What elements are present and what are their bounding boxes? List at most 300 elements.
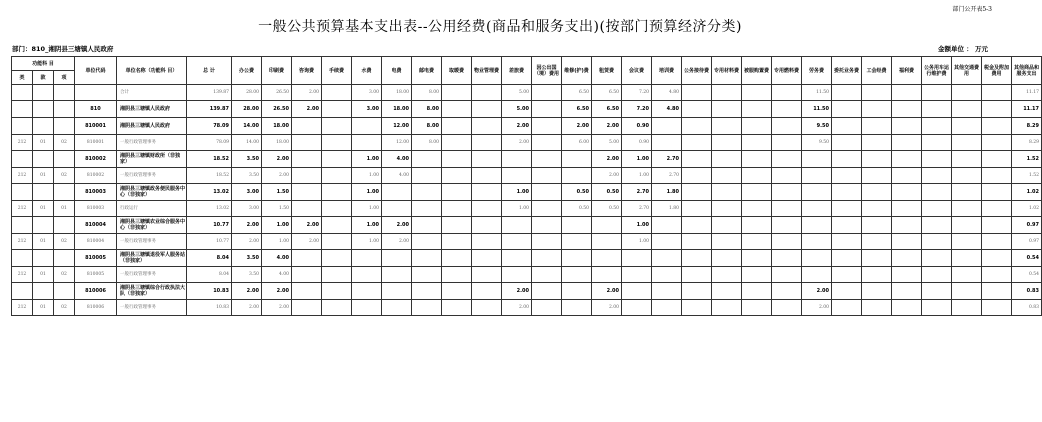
cell-unit-code [75,85,117,101]
cell-value [862,300,892,316]
cell-value [952,151,982,168]
cell-value [952,184,982,201]
cell-value [832,283,862,300]
cell-value: 0.83 [1012,300,1042,316]
header-col: 取暖费 [442,57,472,85]
cell-value: 8.29 [1012,135,1042,151]
cell-value [952,267,982,283]
cell-value [952,283,982,300]
cell-value [322,267,352,283]
cell-value [922,217,952,234]
cell-value [472,118,502,135]
header-unit-name: 单位名称（功能科 目） [117,57,187,85]
cell-value [982,300,1012,316]
cell-unit-code: 810003 [75,184,117,201]
cell-lei [12,85,33,101]
cell-unit-code: 810003 [75,201,117,217]
cell-value [592,234,622,250]
cell-value [712,135,742,151]
detail-row [12,168,1042,184]
cell-value [682,201,712,217]
cell-value [982,101,1012,118]
cell-value: 0.50 [592,184,622,201]
cell-value: 2.00 [592,300,622,316]
cell-unit-name: 湘阴县三塘镇人民政府 [117,101,187,118]
cell-value: 2.00 [502,283,532,300]
cell-value [532,267,562,283]
cell-value [442,283,472,300]
cell-value [682,250,712,267]
cell-unit-name: 湘阴县三塘镇退役军人服务站（非独家） [117,250,187,267]
cell-lei: 212 [12,135,33,151]
cell-value [352,283,382,300]
cell-value [502,234,532,250]
cell-value [982,85,1012,101]
cell-value [712,168,742,184]
cell-value [922,168,952,184]
table-body [12,85,1042,316]
cell-value [802,201,832,217]
cell-value [682,283,712,300]
cell-value [472,250,502,267]
cell-value: 2.00 [562,118,592,135]
cell-value [442,118,472,135]
cell-value [832,118,862,135]
cell-value: 6.50 [562,101,592,118]
cell-value [682,300,712,316]
header-lei: 类 [12,71,33,85]
cell-value: 2.00 [262,300,292,316]
cell-value [922,85,952,101]
cell-value [562,168,592,184]
cell-value [892,201,922,217]
cell-value [562,217,592,234]
cell-value [712,184,742,201]
cell-value: 139.87 [187,101,232,118]
cell-value [682,234,712,250]
cell-value [892,283,922,300]
cell-value [622,283,652,300]
cell-value: 2.00 [232,283,262,300]
cell-value [742,151,772,168]
cell-unit-code: 810001 [75,135,117,151]
cell-value [472,85,502,101]
cell-value: 2.00 [382,234,412,250]
cell-value: 1.80 [652,184,682,201]
header-col: 总 计 [187,57,232,85]
cell-value: 13.02 [187,184,232,201]
unit-row [12,283,1042,300]
cell-value: 7.20 [622,101,652,118]
cell-value [442,85,472,101]
cell-value: 14.00 [232,118,262,135]
cell-value [442,300,472,316]
cell-value [832,250,862,267]
cell-value [352,250,382,267]
cell-xiang: 02 [54,135,75,151]
cell-value [802,168,832,184]
cell-value [322,168,352,184]
cell-value [952,217,982,234]
cell-value: 3.50 [232,250,262,267]
cell-value: 2.00 [232,300,262,316]
cell-xiang: 02 [54,168,75,184]
cell-value: 2.70 [652,168,682,184]
cell-value: 1.50 [262,201,292,217]
cell-value: 1.50 [262,184,292,201]
cell-value [532,234,562,250]
unit-row [12,101,1042,118]
cell-value: 6.50 [592,101,622,118]
cell-xiang: 02 [54,234,75,250]
cell-value: 4.80 [652,101,682,118]
cell-xiang [54,151,75,168]
cell-value [862,201,892,217]
cell-value: 2.00 [292,101,322,118]
cell-value: 1.02 [1012,184,1042,201]
cell-value: 2.00 [502,118,532,135]
cell-value [832,135,862,151]
cell-value [832,184,862,201]
cell-value: 5.00 [502,85,532,101]
header-col: 水费 [352,57,382,85]
header-col: 因公出国（境）费用 [532,57,562,85]
cell-unit-name: 湘阴县三塘镇财政所（非独家） [117,151,187,168]
header-xiang: 项 [54,71,75,85]
header-col: 会议费 [622,57,652,85]
cell-unit-name: 湘阴县三塘镇政务便民服务中心（非独家） [117,184,187,201]
department-label: 部门：810_湘阴县三塘镇人民政府 [12,45,114,53]
cell-unit-name: 湘阴县三塘镇人民政府 [117,118,187,135]
cell-value: 1.02 [1012,201,1042,217]
cell-value: 8.04 [187,250,232,267]
cell-value: 1.00 [352,168,382,184]
cell-value: 1.00 [622,217,652,234]
cell-value [862,267,892,283]
cell-value [472,283,502,300]
cell-value [682,168,712,184]
cell-value: 6.00 [562,135,592,151]
unit-row [12,217,1042,234]
table-number: 部门公开表5-3 [952,6,992,13]
cell-value [922,283,952,300]
cell-value [412,184,442,201]
cell-kuan [33,283,54,300]
cell-value: 2.00 [592,283,622,300]
unit-row [12,151,1042,168]
cell-value [892,135,922,151]
cell-value [772,267,802,283]
cell-value [982,184,1012,201]
cell-value [382,184,412,201]
cell-value [712,201,742,217]
cell-value [622,300,652,316]
cell-value [652,217,682,234]
cell-value [382,201,412,217]
cell-xiang [54,85,75,101]
cell-value [772,234,802,250]
cell-value [742,118,772,135]
cell-value [862,250,892,267]
cell-value [742,201,772,217]
cell-value [472,217,502,234]
cell-value: 1.00 [622,168,652,184]
cell-value: 8.29 [1012,118,1042,135]
cell-lei [12,217,33,234]
cell-value [652,135,682,151]
detail-row [12,135,1042,151]
cell-value [862,135,892,151]
cell-value [982,283,1012,300]
cell-value: 4.00 [382,168,412,184]
cell-value [712,267,742,283]
cell-value [742,168,772,184]
cell-value [682,151,712,168]
cell-value: 3.00 [352,101,382,118]
cell-value [292,184,322,201]
cell-value [412,168,442,184]
cell-xiang: 02 [54,300,75,316]
cell-value: 1.80 [652,201,682,217]
cell-value [472,300,502,316]
cell-value [532,217,562,234]
cell-value: 139.87 [187,85,232,101]
cell-value [322,217,352,234]
cell-value [862,283,892,300]
cell-value [862,101,892,118]
cell-value [652,118,682,135]
cell-value [442,201,472,217]
cell-value [712,300,742,316]
cell-value: 5.00 [592,135,622,151]
cell-value [892,151,922,168]
cell-xiang [54,250,75,267]
cell-value [772,201,802,217]
header-col: 手续费 [322,57,352,85]
cell-value [442,135,472,151]
cell-value [322,118,352,135]
cell-value: 18.52 [187,168,232,184]
cell-value [292,267,322,283]
cell-unit-name: 湘阴县三塘镇综合行政执法大队（非独家） [117,283,187,300]
cell-value [892,101,922,118]
cell-value [322,201,352,217]
cell-value [712,101,742,118]
cell-value [532,168,562,184]
cell-value: 26.50 [262,85,292,101]
cell-value: 1.00 [352,234,382,250]
cell-kuan: 01 [33,234,54,250]
cell-unit-code: 810001 [75,118,117,135]
cell-xiang [54,217,75,234]
cell-value [862,118,892,135]
cell-value [442,234,472,250]
cell-value: 18.00 [262,135,292,151]
cell-value [412,234,442,250]
page-title: 一般公共预算基本支出表--公用经费(商品和服务支出)(按部门预算经济分类) [258,19,742,35]
cell-value: 0.90 [622,118,652,135]
cell-value [802,184,832,201]
cell-value: 1.00 [352,151,382,168]
cell-value [922,300,952,316]
cell-value: 3.50 [232,168,262,184]
header-kuan: 款 [33,71,54,85]
cell-value [652,267,682,283]
cell-value [532,300,562,316]
cell-value [862,184,892,201]
cell-value [742,85,772,101]
cell-value [982,151,1012,168]
cell-value: 2.00 [292,234,322,250]
cell-unit-code: 810005 [75,250,117,267]
cell-value [292,151,322,168]
cell-value [532,184,562,201]
cell-value: 2.00 [262,168,292,184]
cell-value [442,267,472,283]
cell-value [982,217,1012,234]
cell-value [742,101,772,118]
cell-kuan [33,250,54,267]
cell-value: 12.00 [382,118,412,135]
cell-value: 0.97 [1012,234,1042,250]
cell-value [922,118,952,135]
header-col: 印刷费 [262,57,292,85]
cell-value: 28.00 [232,85,262,101]
cell-value [472,267,502,283]
header-col: 劳务费 [802,57,832,85]
cell-value [622,250,652,267]
cell-value [532,101,562,118]
cell-kuan [33,151,54,168]
cell-value: 13.02 [187,201,232,217]
cell-unit-name: 合计 [117,85,187,101]
cell-value [322,85,352,101]
cell-unit-code: 810004 [75,234,117,250]
header-col: 其他商品和服务支出 [1012,57,1042,85]
cell-value [742,250,772,267]
cell-value [982,118,1012,135]
cell-value [952,168,982,184]
cell-value: 2.00 [502,300,532,316]
cell-kuan [33,85,54,101]
cell-value [832,300,862,316]
cell-value [562,151,592,168]
cell-value [922,201,952,217]
cell-value [562,267,592,283]
cell-value [802,234,832,250]
cell-value [532,151,562,168]
cell-value [562,283,592,300]
cell-value [412,283,442,300]
detail-row [12,267,1042,283]
cell-value [952,201,982,217]
cell-value [982,250,1012,267]
cell-value: 4.80 [652,85,682,101]
cell-value: 28.00 [232,101,262,118]
cell-kuan: 01 [33,168,54,184]
cell-value: 1.00 [352,184,382,201]
cell-value [382,250,412,267]
cell-value [442,184,472,201]
cell-unit-code: 810 [75,101,117,118]
cell-lei [12,283,33,300]
cell-value: 2.00 [802,300,832,316]
cell-value [382,267,412,283]
cell-value [772,217,802,234]
cell-kuan: 01 [33,267,54,283]
cell-unit-name: 一般行政管理事务 [117,267,187,283]
header-col: 电费 [382,57,412,85]
cell-value: 1.00 [352,201,382,217]
cell-kuan [33,118,54,135]
cell-value: 8.00 [412,135,442,151]
cell-lei: 212 [12,267,33,283]
cell-value: 2.00 [502,135,532,151]
cell-value [502,151,532,168]
cell-unit-code: 810002 [75,151,117,168]
cell-value: 9.50 [802,118,832,135]
cell-value [892,267,922,283]
cell-lei [12,151,33,168]
cell-value [682,184,712,201]
cell-value: 2.00 [232,234,262,250]
cell-value [862,234,892,250]
header-col: 租赁费 [592,57,622,85]
cell-value: 2.00 [292,217,322,234]
header-col: 委托业务费 [832,57,862,85]
header-col: 福利费 [892,57,922,85]
cell-value: 2.00 [382,217,412,234]
header-col: 工会经费 [862,57,892,85]
cell-value: 1.00 [502,184,532,201]
header-col: 被服购置费 [742,57,772,85]
cell-value [982,267,1012,283]
header-unit-code: 单位代码 [75,57,117,85]
cell-value [802,151,832,168]
cell-value [712,85,742,101]
cell-value [442,151,472,168]
cell-unit-name: 湘阴县三塘镇农业综合服务中心（非独家） [117,217,187,234]
cell-value [832,234,862,250]
cell-value: 3.00 [352,85,382,101]
cell-value [562,234,592,250]
unit-row [12,250,1042,267]
cell-value [892,217,922,234]
cell-unit-code: 810005 [75,267,117,283]
cell-kuan: 01 [33,300,54,316]
cell-value [892,300,922,316]
cell-xiang: 02 [54,267,75,283]
cell-xiang [54,118,75,135]
cell-value [322,151,352,168]
cell-value [772,151,802,168]
cell-value: 2.00 [292,85,322,101]
cell-value [592,217,622,234]
cell-lei: 212 [12,234,33,250]
cell-value [652,234,682,250]
detail-row [12,201,1042,217]
cell-value: 11.50 [802,85,832,101]
cell-value [382,283,412,300]
cell-value [982,234,1012,250]
cell-value [772,168,802,184]
cell-value [712,217,742,234]
cell-value [952,300,982,316]
cell-value: 2.00 [232,217,262,234]
cell-value [322,135,352,151]
cell-value [892,250,922,267]
cell-value: 1.00 [262,234,292,250]
